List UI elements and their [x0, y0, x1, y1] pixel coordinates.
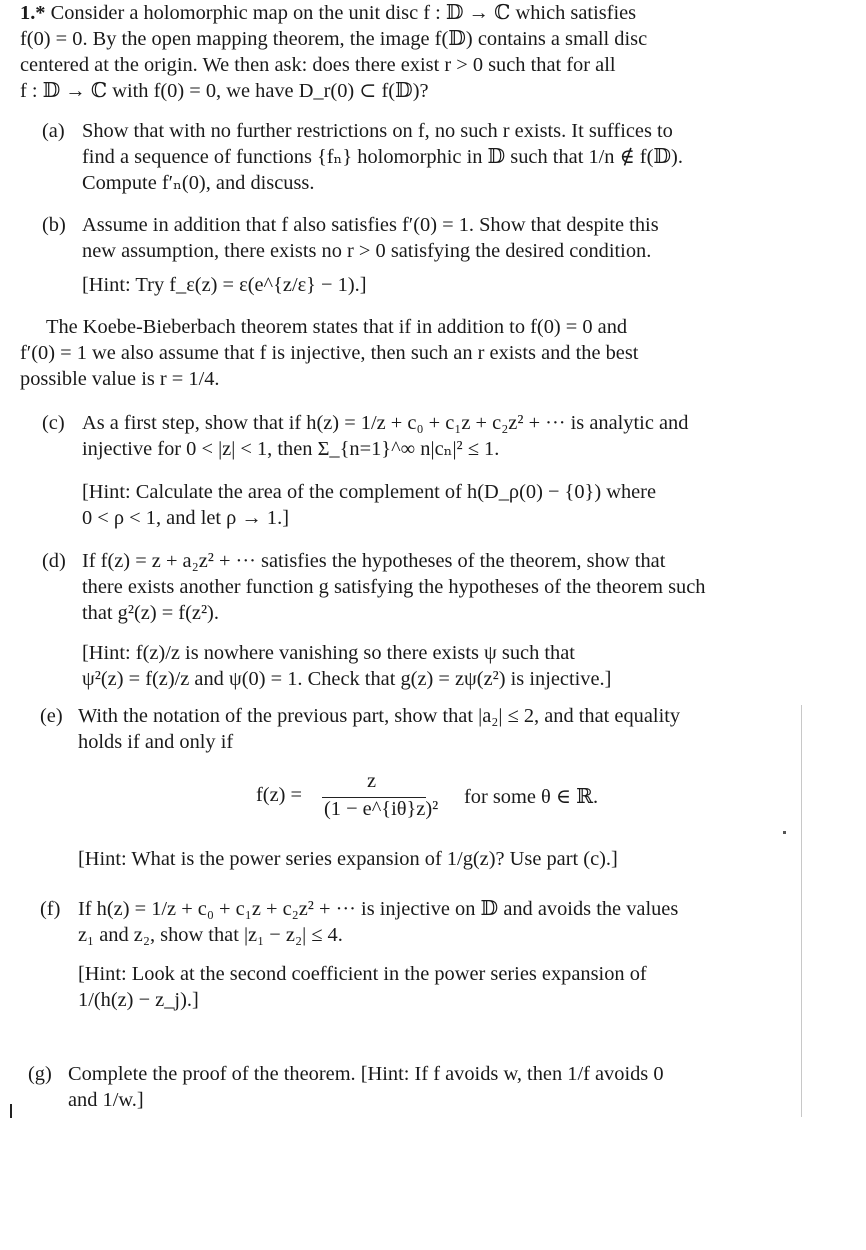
part-d-hint: [Hint: f(z)/z is nowhere vanishing so there exists ψ such that ψ²(z) = f(z)/z and ψ(0) = 1. Check that g(z) = zψ(z²) is injective.]	[82, 642, 612, 690]
part-a-label: (a)	[42, 120, 65, 142]
part-e-label: (e)	[40, 705, 63, 727]
text-cursor-mark	[10, 1104, 12, 1118]
part-g-text: Complete the proof of the theorem. [Hint: If f avoids w, then 1/f avoids 0 and 1/w.]	[68, 1063, 664, 1111]
intro-line-3: centered at the origin. We then ask: does there exist r > 0 such that for all	[20, 54, 616, 76]
part-b-hint: [Hint: Try f_ε(z) = ε(e^{z/ε} − 1).]	[82, 274, 367, 296]
part-b-text: Assume in addition that f also satisfies f′(0) = 1. Show that despite this new assumption, there exists no r > 0 satisfying the desired condition.	[82, 214, 659, 262]
right-margin-line	[801, 705, 802, 1117]
part-e-hint: [Hint: What is the power series expansion of 1/g(z)? Use part (c).]	[78, 848, 618, 870]
problem-number: 1.*	[20, 2, 46, 24]
part-a-text: Show that with no further restrictions on f, no such r exists. It suffices to find a sequence of functions {fₙ} holomorphic in 𝔻 such that 1/n ∉ f(𝔻). Compute f′ₙ(0), and discuss.	[82, 120, 683, 194]
part-e-text: With the notation of the previous part, show that |a₂| ≤ 2, and that equality holds if and only if	[78, 705, 681, 753]
formula-lhs: f(z) =	[256, 784, 303, 806]
part-d-label: (d)	[42, 550, 66, 572]
formula-condition: for some θ ∈ ℝ.	[464, 786, 599, 808]
part-c-text: As a first step, show that if h(z) = 1/z + c₀ + c₁z + c₂z² + ··· is analytic and injective for 0 < |z| < 1, then Σ_{n=1}^∞ n|cₙ|² ≤ 1.	[82, 412, 689, 460]
part-f-label: (f)	[40, 898, 61, 920]
problem-intro	[20, 0, 790, 104]
stray-dot	[783, 831, 786, 834]
formula-denominator: (1 − e^{iθ}z)²	[324, 798, 439, 820]
part-c-hint: [Hint: Calculate the area of the complement of h(D_ρ(0) − {0}) where 0 < ρ < 1, and let ρ → 1.]	[82, 481, 657, 529]
part-b-label: (b)	[42, 214, 66, 236]
part-c-label: (c)	[42, 412, 65, 434]
part-g-label: (g)	[28, 1063, 52, 1085]
part-f-hint: [Hint: Look at the second coefficient in the power series expansion of 1/(h(z) − z_j).]	[78, 963, 647, 1011]
intro-line-1: 1.* Consider a holomorphic map on the unit disc f : 𝔻 → ℂ which satisfies	[20, 2, 637, 24]
intro-line-4: f : 𝔻 → ℂ with f(0) = 0, we have D_r(0) ⊂ f(𝔻)?	[20, 80, 429, 102]
part-f-text: If h(z) = 1/z + c₀ + c₁z + c₂z² + ··· is injective on 𝔻 and avoids the values z₁ and z₂, show that |z₁ − z₂| ≤ 4.	[78, 898, 679, 946]
koebe-paragraph: The Koebe-Bieberbach theorem states that if in addition to f(0) = 0 and f′(0) = 1 we also assume that f is injective, then such an r exists and the best possible value is r = 1/4.	[20, 316, 639, 390]
part-d-text: If f(z) = z + a₂z² + ··· satisfies the hypotheses of the theorem, show that there exists another function g satisfying the hypotheses of the theorem such that g²(z) = f(z²).	[82, 550, 706, 624]
intro-line-2: f(0) = 0. By the open mapping theorem, the image f(𝔻) contains a small disc	[20, 28, 648, 50]
formula-numerator: z	[367, 770, 377, 792]
